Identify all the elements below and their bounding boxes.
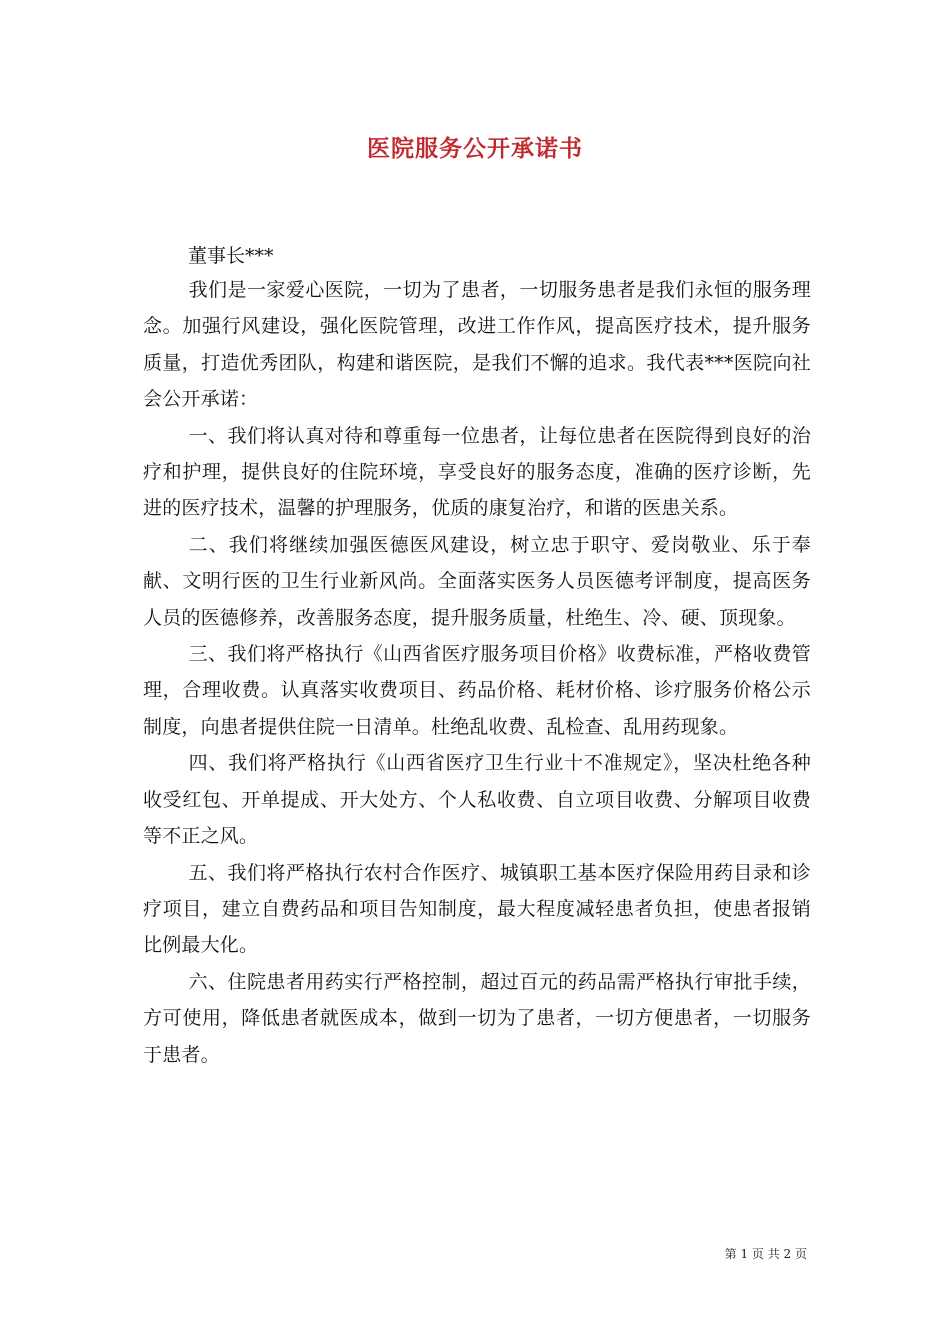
paragraph-intro: 我们是一家爱心医院，一切为了患者，一切服务患者是我们永恒的服务理念。加强行风建设，强化医院管理，改进工作作风，提高医疗技术，提升服务质量，打造优秀团队，构建和谐医院，是我们不懈的追求。我代表***医院向社会公开承诺： (143, 279, 811, 411)
paragraph-item-6: 六、住院患者用药实行严格控制，超过百元的药品需严格执行审批手续，方可使用，降低患者就医成本，做到一切为了患者，一切方便患者，一切服务于患者。 (143, 970, 811, 1066)
document-title: 医院服务公开承诺书 (367, 135, 583, 162)
paragraph-item-4: 四、我们将严格执行《山西省医疗卫生行业十不准规定》，坚决杜绝各种收受红包、开单提成、开大处方、个人私收费、自立项目收费、分解项目收费等不正之风。 (143, 752, 811, 848)
paragraph-item-1: 一、我们将认真对待和尊重每一位患者，让每位患者在医院得到良好的治疗和护理，提供良好的住院环境，享受良好的服务态度，准确的医疗诊断，先进的医疗技术，温馨的护理服务，优质的康复治疗，和谐的医患关系。 (143, 424, 811, 520)
page-number: 第 1 页 共 2 页 (724, 1247, 807, 1261)
paragraph-item-3: 三、我们将严格执行《山西省医疗服务项目价格》收费标准，严格收费管理，合理收费。认真落实收费项目、药品价格、耗材价格、诊疗服务价格公示制度，向患者提供住院一日清单。杜绝乱收费、乱检查、乱用药现象。 (143, 643, 811, 738)
paragraph-item-5: 五、我们将严格执行农村合作医疗、城镇职工基本医疗保险用药目录和诊疗项目，建立自费药品和项目告知制度，最大程度减轻患者负担，使患者报销比例最大化。 (143, 861, 811, 957)
document-body (143, 272, 811, 1073)
paragraph-item-2: 二、我们将继续加强医德医风建设，树立忠于职守、爱岗敬业、乐于奉献、文明行医的卫生行业新风尚。全面落实医务人员医德考评制度，提高医务人员的医德修养，改善服务态度，提升服务质量，杜绝生、冷、硬、顶现象。 (143, 533, 811, 629)
salutation: 董事长*** (188, 245, 274, 267)
